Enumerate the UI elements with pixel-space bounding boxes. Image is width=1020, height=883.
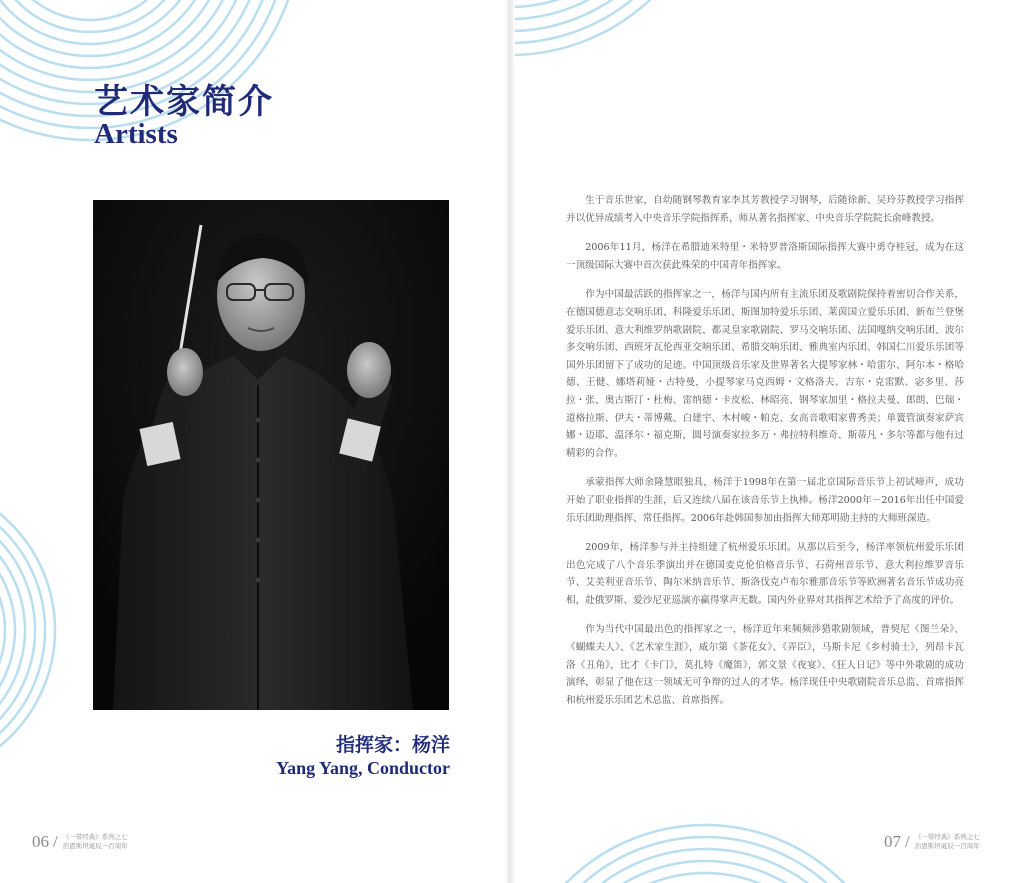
- biography-paragraph-1: 生于音乐世家，自幼随钢琴教育家李其芳教授学习钢琴，后随徐新、吴玲芬教授学习指挥并以优异成绩考入中央音乐学院指挥系，师从著名指挥家、中央音乐学院院长俞峰教授。: [566, 195, 964, 224]
- page-footer-right: [884, 832, 980, 852]
- section-title-chinese: 艺术家简介: [94, 82, 274, 122]
- page-number: 06: [32, 832, 49, 851]
- biography-paragraph-5: 2009年，杨洋参与并主持组建了杭州爱乐乐团。从那以后至今，杨洋率领杭州爱乐乐团出色完成了八个音乐季演出并在德国麦克伦伯格音乐节、石荷州音乐节、意大利拉维罗音乐节、艾美利亚音乐节、陶尔米纳音乐节、斯洛伐克卢布尔雅那音乐节等欧洲著名音乐节成功亮相，赴俄罗斯、爱沙尼亚巡演亦赢得掌声无数。国内外业界对其指挥艺术给予了高度的评价。: [566, 542, 964, 606]
- conductor-photo: [93, 200, 449, 710]
- page-number-slash: /: [905, 832, 910, 851]
- biography-text: [566, 192, 964, 721]
- biography-paragraph-3: 作为中国最活跃的指挥家之一，杨洋与国内所有主流乐团及歌剧院保持着密切合作关系，在德国德意志交响乐团、科隆爱乐乐团、斯图加特爱乐乐团、莱茵国立爱乐乐团、新布兰登堡爱乐乐团、意大利维罗纳歌剧院、都灵皇家歌剧院、罗马交响乐团、法国嘎纳交响乐团、波尔多交响乐团、西班牙瓦伦西亚交响乐团、希腊交响乐团、雅典室内乐团、韩国仁川爱乐乐团等国外乐团留下了成功的足迹。中国顶级音乐家及世界著名大提琴家林・哈雷尔、阿尔本・格哈德、王健、娜塔莉娅・古特曼，小提琴家马克西姆・文格洛夫、吉东・克雷默、宓多里、莎拉・张、奥古斯汀・杜梅、雷纳德・卡皮松、林昭亮、钢琴家加里・格拉夫曼、郎朗、巴瑞・道格拉斯、伊夫・蒂博戴、白建宇、木村峻・帕克、女高音歌唱家曹秀美；单簧管演奏家萨宾娜・迈耶、温泽尔・福克斯，圆号演奏家拉多万・弗拉特科维奇、斯蒂凡・多尔等都与他有过精彩的合作。: [566, 289, 964, 459]
- right-page: [510, 0, 1020, 883]
- page-gutter: [505, 0, 515, 883]
- page-number: 07: [884, 832, 901, 851]
- series-label-line2: 治恩斯坦诞辰一百周年: [62, 842, 128, 850]
- series-label: [915, 833, 980, 851]
- biography-paragraph-6: 作为当代中国最出色的指挥家之一，杨洋近年来频频涉猎歌剧领域，普契尼《图兰朵》、《蝴蝶夫人》、《艺术家生涯》，威尔第《茶花女》、《弄臣》，马斯卡尼《乡村骑士》，列昂卡瓦洛《丑角》，比才《卡门》，莫扎特《魔笛》，郭文景《夜宴》、《狂人日记》等中外歌剧的成功演绎，彰显了他在这一领域无可争辩的过人的才华。杨洋现任中央歌剧院音乐总监、首席指挥和杭州爱乐乐团艺术总监、首席指挥。: [566, 624, 964, 706]
- series-label: [63, 833, 128, 851]
- photo-caption-chinese: 指挥家：杨洋: [335, 734, 450, 756]
- section-title-english: Artists: [94, 118, 178, 150]
- biography-paragraph-2: 2006年11月，杨洋在希腊迪米特里・米特罗普洛斯国际指挥大赛中勇夺桂冠，成为在这一顶级国际大赛中首次获此殊荣的中国青年指挥家。: [566, 242, 964, 271]
- series-label-line2: 治恩斯坦诞辰一百周年: [914, 842, 980, 850]
- page-footer-left: [32, 832, 128, 852]
- series-label-line1: 《一带经典》系列之七: [62, 833, 128, 841]
- page-number-slash: /: [53, 832, 58, 851]
- biography-paragraph-4: 承蒙指挥大师余隆慧眼独具，杨洋于1998年在第一届北京国际音乐节上初试啼声，成功开始了职业指挥的生涯，后又连续八届在该音乐节上执棒。杨洋2000年－2016年出任中国爱乐乐团助理指挥、常任指挥。2006年赴韩国参加由指挥大师郑明勋主持的大师班深造。: [566, 477, 964, 524]
- series-label-line1: 《一带经典》系列之七: [914, 833, 980, 841]
- photo-caption-english: Yang Yang, Conductor: [276, 758, 450, 778]
